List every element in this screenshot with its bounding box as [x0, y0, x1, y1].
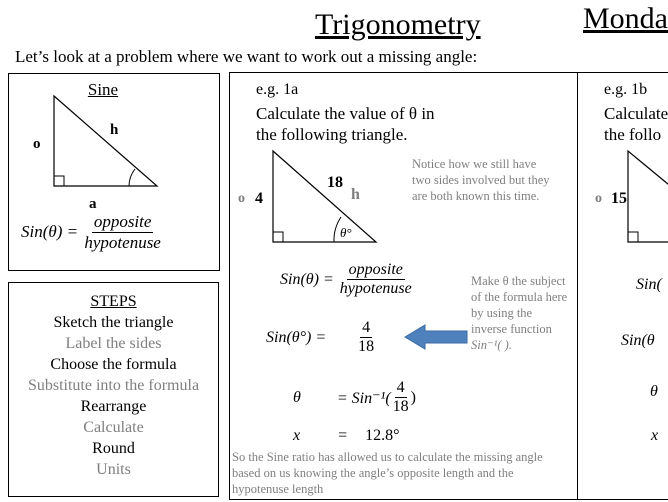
example-1a-theta-step — [293, 379, 416, 417]
example-1a-hyp-label: h — [351, 186, 360, 203]
example-1a-triangle — [230, 73, 410, 253]
steps-heading: STEPS — [90, 293, 137, 310]
example-1b-side-o-label: o — [595, 191, 602, 206]
example-1a-conclusion: So the Sine ratio has allowed us to calculate the missing angle based on us knowing the angle’s opposite length and the hypotenuse length — [232, 450, 543, 496]
example-1a-answer — [293, 427, 400, 445]
date-heading: Monda — [583, 2, 668, 35]
example-1a-theta-fraction — [391, 379, 411, 417]
page-title: Trigonometry — [315, 8, 481, 41]
example-1a-formula-lhs: Sin(θ) = — [280, 270, 334, 288]
example-1b-triangle — [578, 73, 668, 253]
sine-formula-denominator: hypotenuse — [84, 232, 161, 252]
sine-triangle — [9, 74, 219, 214]
example-1a-note-right-line2: Sin⁻¹( ). — [471, 338, 512, 352]
example-1a-formula-numerator: opposite — [347, 261, 405, 280]
example-1b-formula-lhs: Sin( — [636, 276, 662, 293]
example-1b-question-line1: Calculate — [604, 104, 668, 123]
sine-formula-numerator: opposite — [93, 212, 152, 231]
example-1a-note-right-line1: Make θ the subject of the formula here by using the inverse function — [471, 274, 568, 336]
sine-formula-fraction — [82, 212, 162, 252]
sine-label-a: a — [89, 196, 97, 212]
sine-label-o: o — [33, 136, 41, 152]
example-1a-angle-label: θ° — [340, 225, 352, 240]
example-1a-theta-lhs: θ — [293, 388, 301, 406]
step-item: Units — [96, 461, 131, 478]
example-1a-sub-fraction — [356, 319, 376, 357]
example-1a-question-line1: Calculate the value of θ in — [256, 104, 435, 123]
example-1b-panel — [578, 72, 668, 500]
example-1a-note-right — [471, 273, 571, 353]
example-1a-side-o-value: 4 — [255, 190, 263, 207]
example-1a-formula — [280, 261, 414, 299]
step-item: Sketch the triangle — [53, 314, 174, 331]
steps-box — [8, 282, 219, 497]
example-1b-label: e.g. 1b — [604, 81, 648, 98]
sine-formula-lhs: Sin(θ) = — [21, 222, 79, 242]
example-1a-theta-denominator: 18 — [392, 398, 409, 416]
example-1a-sub-lhs: Sin(θ°) = — [266, 328, 327, 346]
step-item: Choose the formula — [50, 356, 177, 373]
example-1a-x-value: 12.8° — [365, 427, 400, 444]
example-1b-sub-lhs: Sin(θ — [621, 332, 655, 349]
sine-formula — [21, 212, 163, 252]
step-item: Round — [92, 440, 135, 457]
step-item: Label the sides — [65, 335, 162, 352]
example-1a-note-top: Notice how we still have two sides involved but they are both known this time. — [412, 157, 550, 203]
sine-label-h: h — [110, 122, 119, 138]
example-1a-theta-rhs-suffix: ) — [410, 388, 416, 406]
example-1a-theta-numerator: 4 — [395, 379, 407, 398]
example-1a-theta-rhs-prefix: = Sin⁻¹( — [336, 389, 391, 407]
example-1b-question-line2: the follo — [604, 125, 662, 144]
example-1a-label: e.g. 1a — [256, 81, 299, 98]
example-1b-side-o-value: 15 — [611, 190, 627, 207]
example-1a-question-line2: the following triangle. — [256, 125, 408, 144]
step-item: Calculate — [83, 419, 144, 436]
sine-heading: Sine — [87, 80, 119, 99]
blue-arrow-icon — [403, 323, 469, 351]
example-1a-side-o-label: o — [238, 191, 245, 206]
example-1b-theta-lhs: θ — [650, 383, 658, 400]
example-1a-panel — [229, 72, 578, 500]
example-1a-formula-denominator: hypotenuse — [339, 280, 412, 298]
step-item: Substitute into the formula — [27, 377, 200, 394]
step-item: Rearrange — [80, 398, 147, 415]
example-1a-x-lhs: x — [293, 427, 301, 444]
intro-text: Let’s look at a problem where we want to work out a missing angle: — [15, 47, 478, 66]
example-1a-formula-fraction — [338, 261, 414, 299]
example-1a-sub-numerator: 4 — [360, 319, 372, 338]
example-1a-substitution — [266, 319, 376, 357]
example-1a-sub-denominator: 18 — [358, 338, 375, 356]
sine-box — [8, 73, 220, 271]
example-1a-hyp-value: 18 — [327, 174, 343, 191]
example-1b-x-lhs: x — [651, 427, 659, 444]
example-1a-x-eq: = — [338, 427, 348, 444]
